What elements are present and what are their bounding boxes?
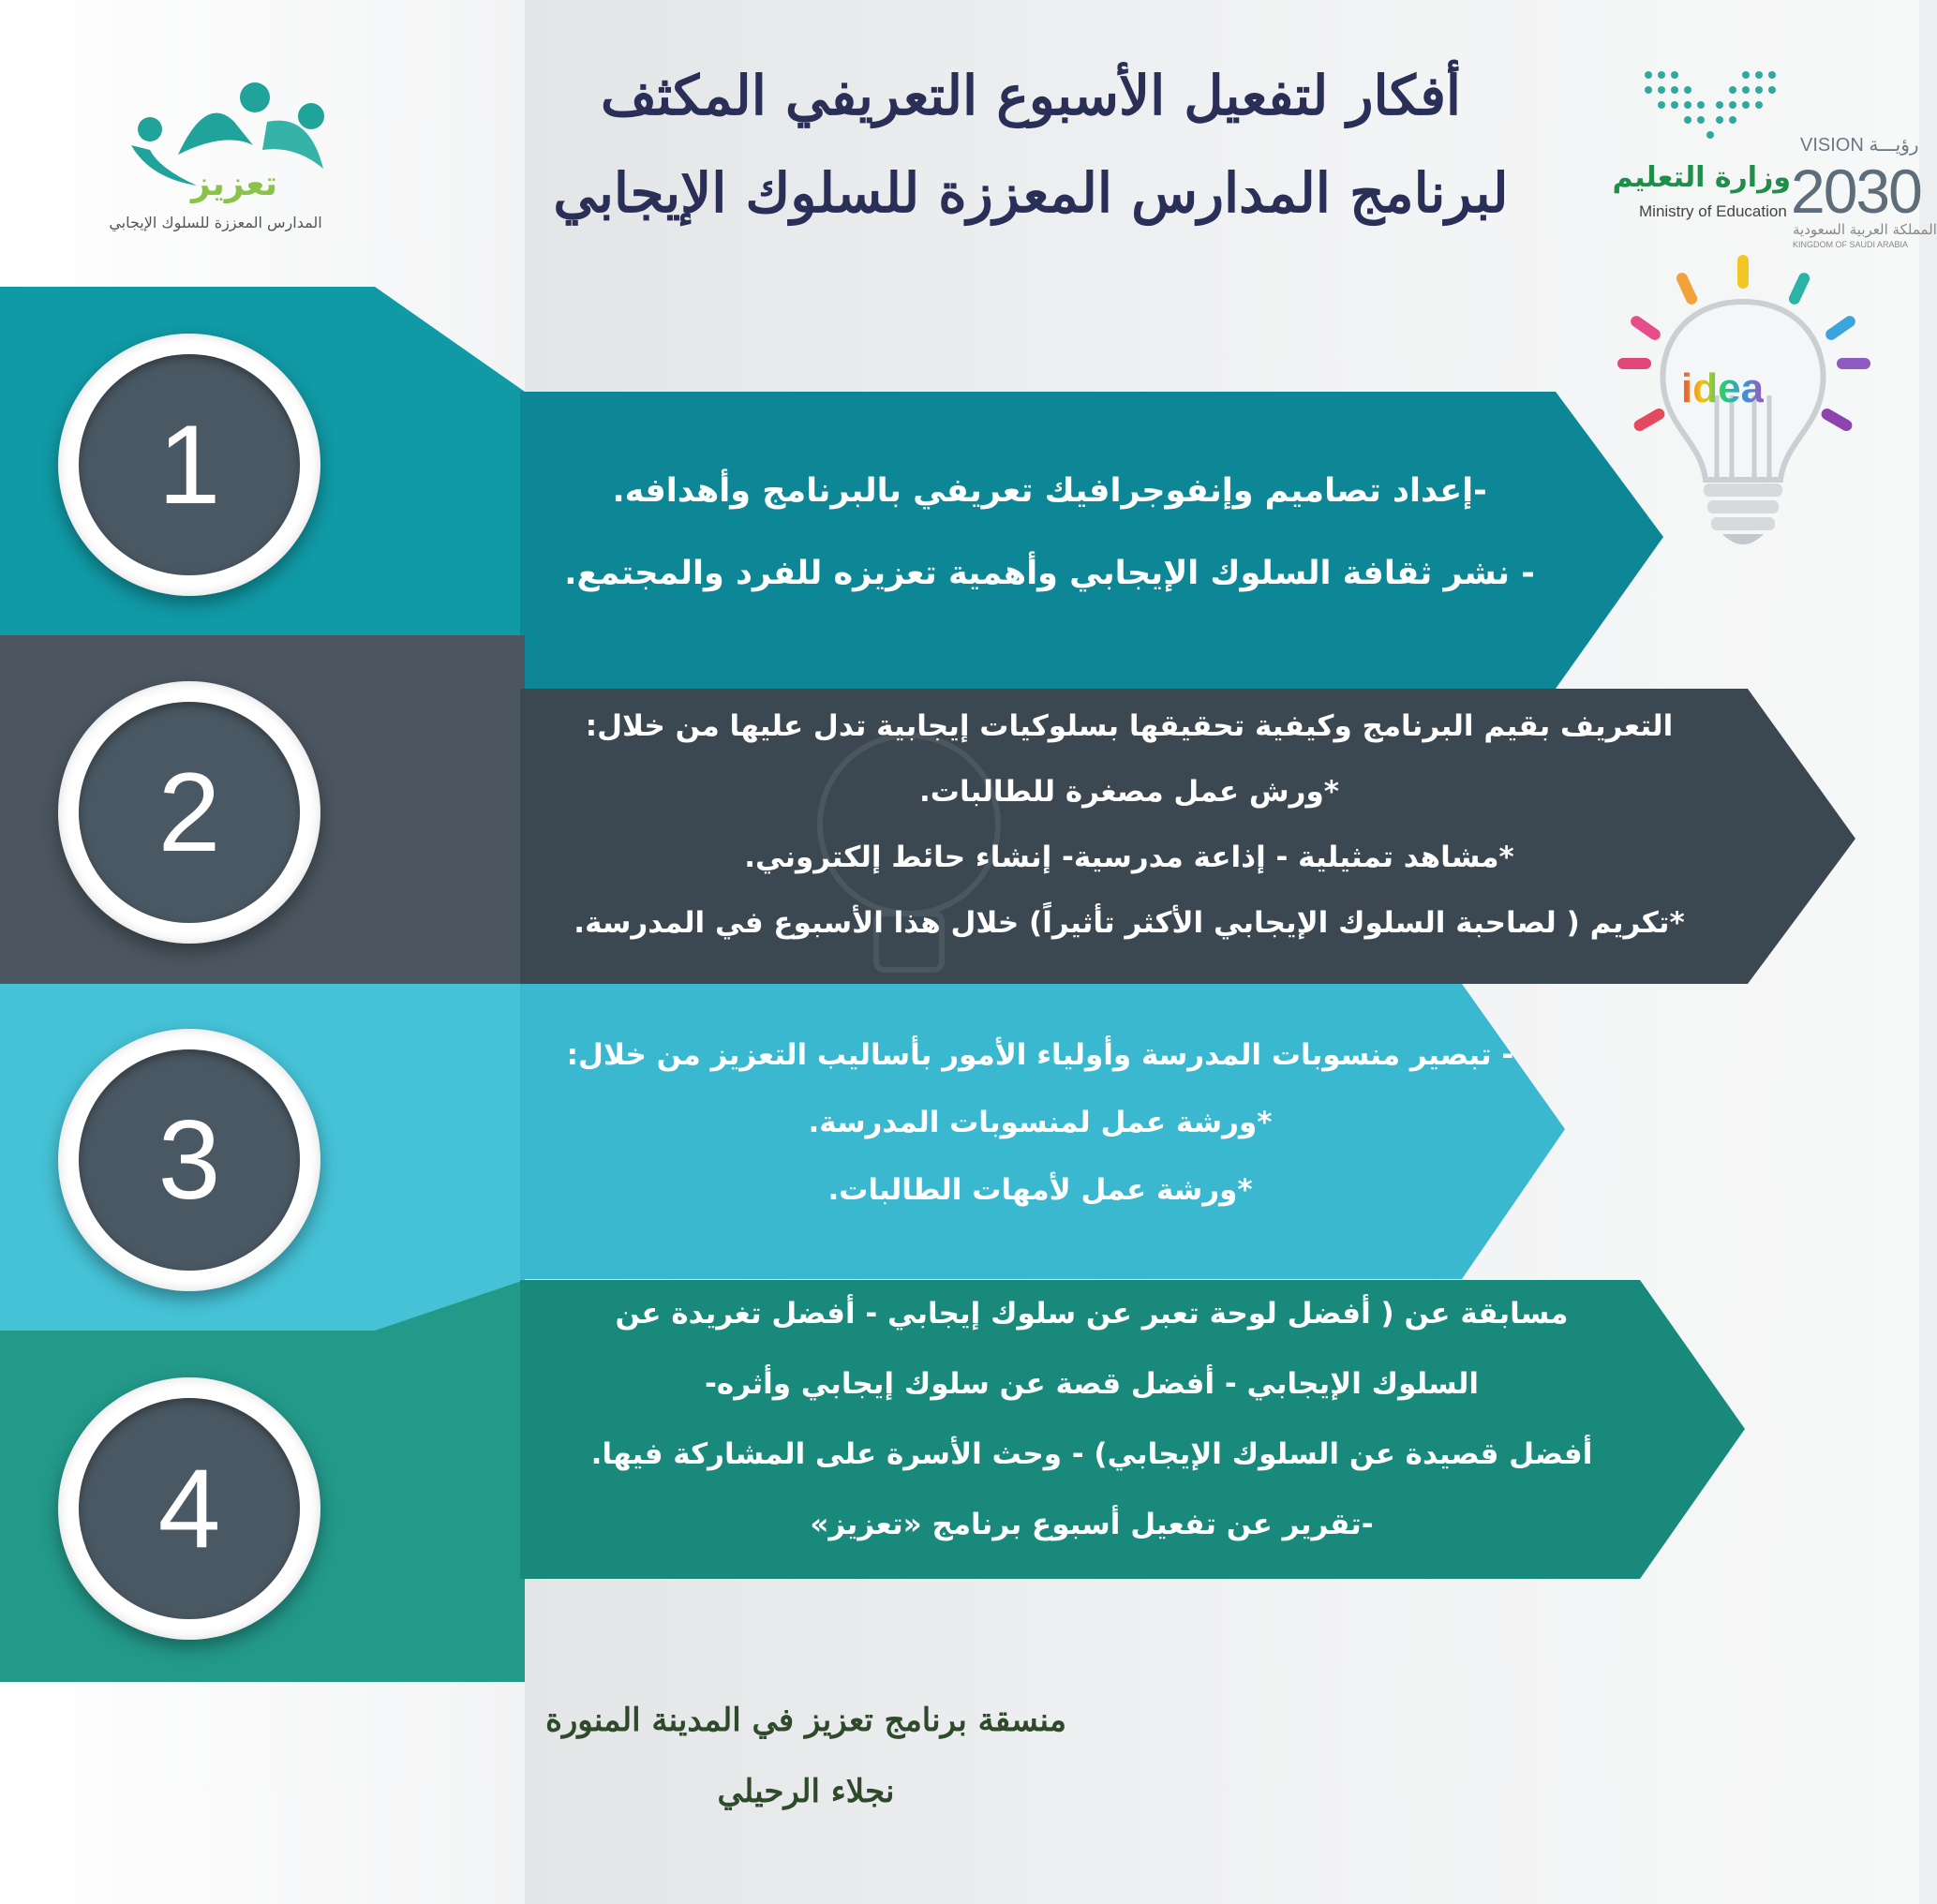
step-4-line: السلوك الإيجابي - أفضل قصة عن سلوك إيجابي وأثره- — [705, 1367, 1479, 1401]
step-3-circle — [58, 1029, 320, 1291]
step-2-line: *ورش عمل مصغرة للطالبات. — [919, 775, 1339, 809]
step-4-line: -تقرير عن تفعيل أسبوع برنامج «تعزيز» — [810, 1508, 1374, 1541]
kingdom-name-en: KINGDOM OF SAUDI ARABIA — [1793, 240, 1909, 249]
step-1-line: -إعداد تصاميم وإنفوجرافيك تعريفي بالبرنامج وأهدافه. — [612, 472, 1487, 510]
ministry-name-en: Ministry of Education — [1639, 202, 1787, 220]
program-logo-word: تعزيز — [190, 165, 278, 203]
step-1-number: 1 — [79, 354, 300, 575]
vision-year: 2030 — [1791, 156, 1921, 226]
step-2-number: 2 — [79, 702, 300, 923]
ministry-dots-icon — [1635, 56, 1795, 159]
bulb-word — [1681, 365, 1764, 412]
step-4-line: مسابقة عن ( أفضل لوحة تعبر عن سلوك إيجابي - أفضل تغريدة عن — [615, 1297, 1569, 1331]
program-tagline: المدارس المعززة للسلوك الإيجابي — [109, 214, 322, 231]
step-3-line: *ورشة عمل لمنسوبات المدرسة. — [808, 1106, 1273, 1139]
step-2-line: التعريف بقيم البرنامج وكيفية تحقيقها بسلوكيات إيجابية تدل عليها من خلال: — [585, 709, 1674, 743]
step-2-line: *مشاهد تمثيلية - إذاعة مدرسية- إنشاء حائط إلكتروني. — [744, 840, 1514, 874]
step-4-text — [553, 1279, 1631, 1560]
program-logo-icon — [94, 56, 337, 206]
step-2-line: *تكريم ( لصاحبة السلوك الإيجابي الأكثر تأثيراً) خلال هذا الأسبوع في المدرسة. — [574, 906, 1685, 940]
title-line-1: أفكار لتفعيل الأسبوع التعريفي المكثف — [600, 64, 1462, 127]
footer-credit — [506, 1685, 1106, 1827]
step-1-text — [553, 450, 1546, 615]
step-1-line: - نشر ثقافة السلوك الإيجابي وأهمية تعزيزه للفرد والمجتمع. — [564, 555, 1535, 592]
title-line-2: لبرنامج المدارس المعززة للسلوك الإيجابي — [553, 161, 1509, 225]
footer-line-1: منسقة برنامج تعزيز في المدينة المنورة — [545, 1702, 1066, 1739]
step-3-line: - تبصير منسوبات المدرسة وأولياء الأمور بأساليب التعزيز من خلال: — [566, 1038, 1514, 1072]
vision-label: VISION رؤيـــة — [1800, 135, 1919, 156]
ministry-name-ar: وزارة التعليم — [1612, 161, 1791, 194]
footer-line-2: نجلاء الرحيلي — [717, 1773, 895, 1810]
step-2-text — [553, 693, 1706, 956]
step-4-line: أفضل قصيدة عن السلوك الإيجابي) - وحث الأسرة على المشاركة فيها. — [590, 1437, 1593, 1471]
ministry-logo — [1612, 56, 1937, 258]
step-3-line: *ورشة عمل لأمهات الطالبات. — [827, 1173, 1253, 1207]
program-logo — [94, 56, 337, 244]
page-title — [487, 47, 1574, 242]
step-4-number: 4 — [79, 1398, 300, 1619]
step-1-circle — [58, 334, 320, 596]
step-4-circle — [58, 1377, 320, 1640]
bulb-word-text: idea — [1681, 365, 1765, 411]
idea-bulb-icon — [1612, 255, 1874, 583]
step-3-text — [553, 1021, 1527, 1224]
step-2-circle — [58, 681, 320, 944]
step-3-number: 3 — [79, 1049, 300, 1271]
bulb-drawing — [1612, 255, 1874, 583]
kingdom-name-ar: المملكة العربية السعودية — [1793, 221, 1937, 238]
